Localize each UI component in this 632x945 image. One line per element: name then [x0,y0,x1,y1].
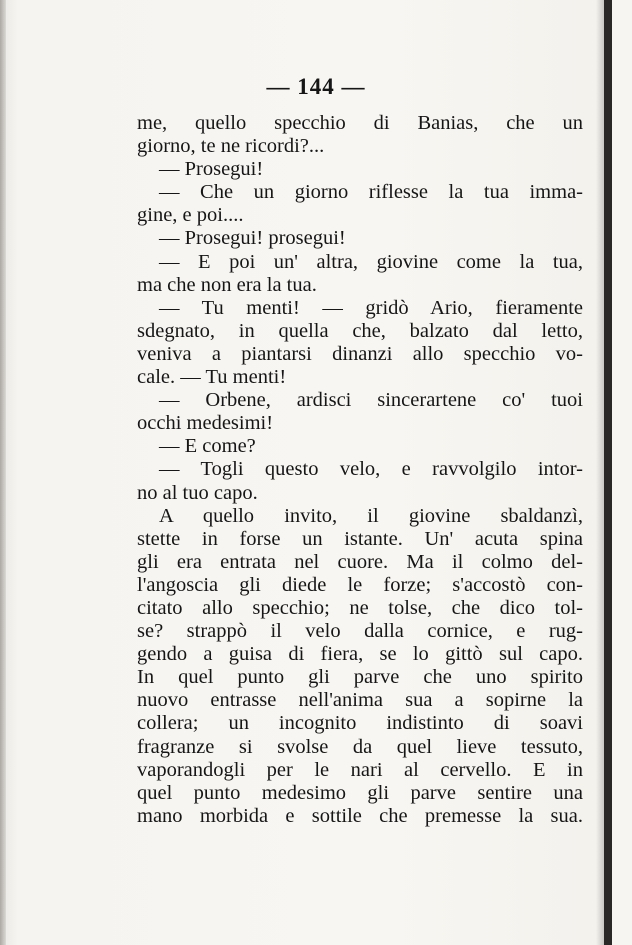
text-line: — Togli questo velo, e ravvolgilo intor- [159,458,583,481]
text-line: — Che un giorno riflesse la tua imma- [159,181,583,204]
book-gutter [604,0,612,945]
text-line: gli era entrata nel cuore. Ma il colmo del- [137,550,583,573]
page-left-edge [0,0,6,945]
text-line: A quello invito, il giovine sbaldanzì, [159,504,583,527]
page-number: — 144 — [266,74,366,99]
text-line: quel punto medesimo gli parve sentire una [137,781,583,804]
text-line: veniva a piantarsi dinanzi allo specchio vo- [137,342,583,365]
text-line: — E poi un' altra, giovine come la tua, [159,250,583,273]
text-line: — Tu menti! — gridò Ario, fieramente [159,296,583,319]
text-line: nuovo entrasse nell'anima sua a sopirne la [137,689,583,712]
text-line: cale. — Tu menti! [137,366,287,389]
text-line: occhi medesimi! [137,412,274,435]
text-line: — Prosegui! [159,158,264,181]
text-line: mano morbida e sottile che premesse la sua. [137,804,583,827]
body-text [137,112,583,828]
text-line: se? strappò il velo dalla cornice, e rug- [137,620,583,643]
text-line: — Orbene, ardisci sincerartene co' tuoi [159,389,583,412]
right-margin [612,0,632,945]
text-line: sdegnato, in quella che, balzato dal letto, [137,319,583,342]
text-line: citato allo specchio; ne tolse, che dico tol- [137,596,583,619]
text-line: fragranze si svolse da quel lieve tessuto, [137,735,583,758]
text-line: no al tuo capo. [137,481,258,504]
text-line: — Prosegui! prosegui! [159,227,346,250]
text-line: l'angoscia gli diede le forze; s'accostò con- [137,573,583,596]
text-line: ma che non era la tua. [137,273,317,296]
text-line: gendo a guisa di fiera, se lo gittò sul capo. [137,643,583,666]
text-line: me, quello specchio di Banias, che un [137,112,583,134]
text-line: In quel punto gli parve che uno spirito [137,666,583,689]
gutter-shadow [596,0,604,945]
text-line: collera; un incognito indistinto di soavi [137,712,583,735]
text-line: giorno, te ne ricordi?... [137,135,325,158]
text-line: — E come? [159,435,256,458]
text-line: vaporandogli per le nari al cervello. E in [137,758,583,781]
text-line: stette in forse un istante. Un' acuta spina [137,527,583,550]
text-line: gine, e poi.... [137,204,244,227]
